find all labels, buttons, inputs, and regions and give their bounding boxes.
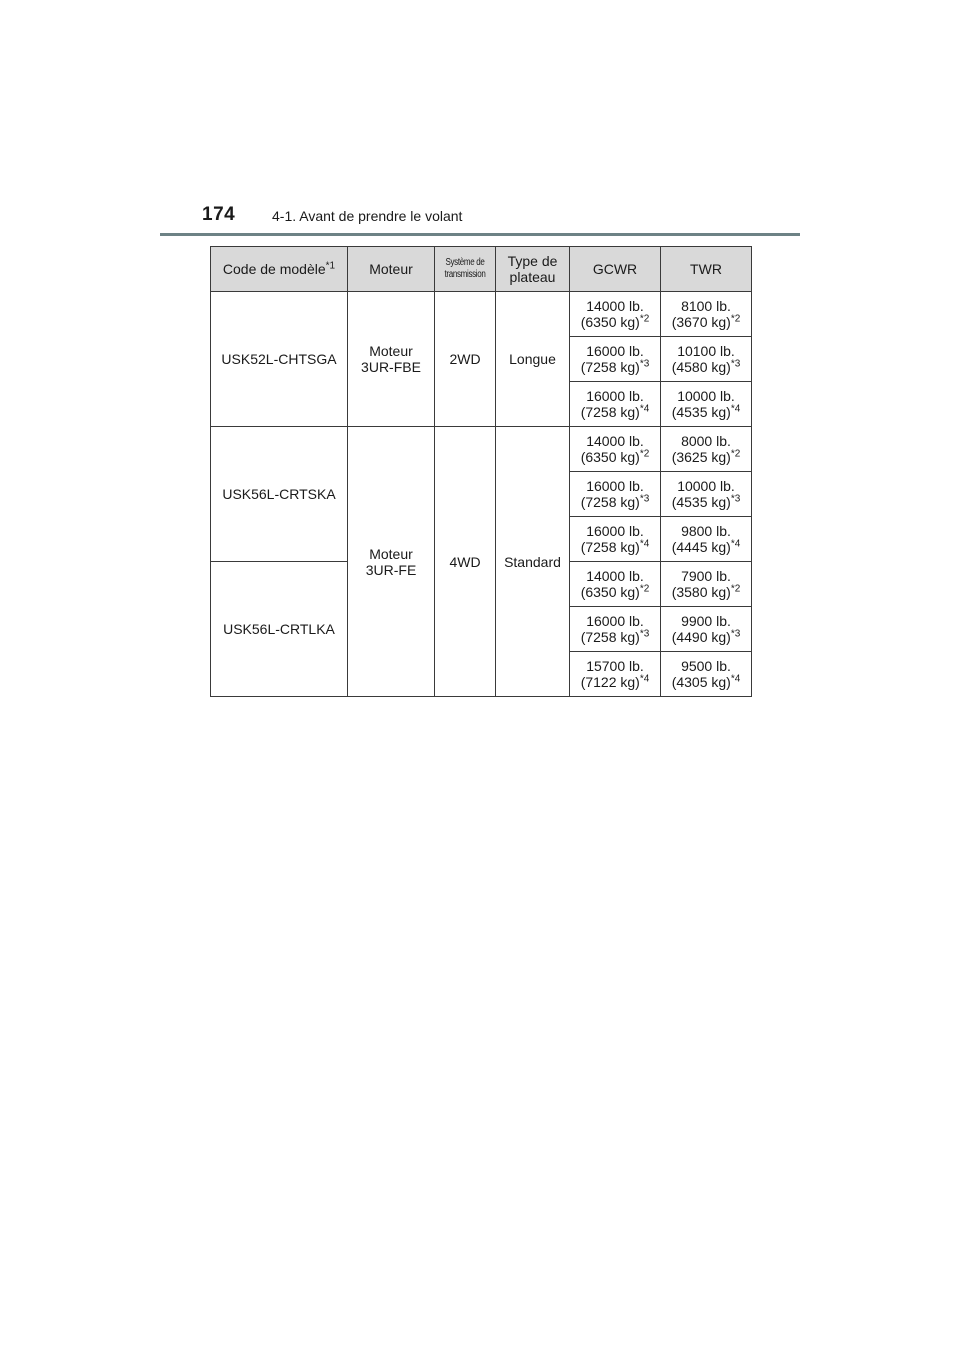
column-header-twr: TWR: [661, 247, 752, 292]
gcwr-cell: 14000 lb. (6350 kg)$^{*2}$: [570, 562, 661, 607]
towing-capacity-table: [210, 246, 752, 697]
twr-cell: 10000 lb. (4535 kg)$^{*3}$: [661, 472, 752, 517]
gcwr-cell: 14000 lb. (6350 kg)$^{*2}$: [570, 427, 661, 472]
header-rule: [160, 233, 800, 236]
engine-cell: Moteur 3UR-FBE: [348, 292, 435, 427]
gcwr-cell: 16000 lb. (7258 kg)$^{*4}$: [570, 517, 661, 562]
twr-cell: 7900 lb. (3580 kg)$^{*2}$: [661, 562, 752, 607]
column-header-engine: Moteur: [348, 247, 435, 292]
table-row: [211, 427, 752, 472]
gcwr-cell: 15700 lb. (7122 kg)$^{*4}$: [570, 652, 661, 697]
column-header-transmission: Système de transmission: [435, 247, 496, 292]
gcwr-cell: 16000 lb. (7258 kg)$^{*4}$: [570, 382, 661, 427]
twr-cell: 9800 lb. (4445 kg)$^{*4}$: [661, 517, 752, 562]
gcwr-cell: 14000 lb. (6350 kg)$^{*2}$: [570, 292, 661, 337]
model-code-cell: USK56L-CRTSKA: [211, 427, 348, 562]
twr-cell: 8000 lb. (3625 kg)$^{*2}$: [661, 427, 752, 472]
table-header-row: [211, 247, 752, 292]
bed-type-cell: Standard: [496, 427, 570, 697]
twr-cell: 10000 lb. (4535 kg)$^{*4}$: [661, 382, 752, 427]
model-code-cell: USK56L-CRTLKA: [211, 562, 348, 697]
twr-cell: 10100 lb. (4580 kg)$^{*3}$: [661, 337, 752, 382]
transmission-cell: 2WD: [435, 292, 496, 427]
column-header-model-code: Code de modèle$^{*1}$: [211, 247, 348, 292]
column-header-gcwr: GCWR: [570, 247, 661, 292]
section-title: 4-1. Avant de prendre le volant: [272, 208, 463, 224]
engine-cell: Moteur 3UR-FE: [348, 427, 435, 697]
twr-cell: 8100 lb. (3670 kg)$^{*2}$: [661, 292, 752, 337]
gcwr-cell: 16000 lb. (7258 kg)$^{*3}$: [570, 337, 661, 382]
page-number: 174: [202, 204, 236, 225]
gcwr-cell: 16000 lb. (7258 kg)$^{*3}$: [570, 472, 661, 517]
twr-cell: 9900 lb. (4490 kg)$^{*3}$: [661, 607, 752, 652]
bed-type-cell: Longue: [496, 292, 570, 427]
model-code-cell: USK52L-CHTSGA: [211, 292, 348, 427]
transmission-cell: 4WD: [435, 427, 496, 697]
table-row: [211, 292, 752, 337]
gcwr-cell: 16000 lb. (7258 kg)$^{*3}$: [570, 607, 661, 652]
column-header-bed-type: Type de plateau: [496, 247, 570, 292]
twr-cell: 9500 lb. (4305 kg)$^{*4}$: [661, 652, 752, 697]
